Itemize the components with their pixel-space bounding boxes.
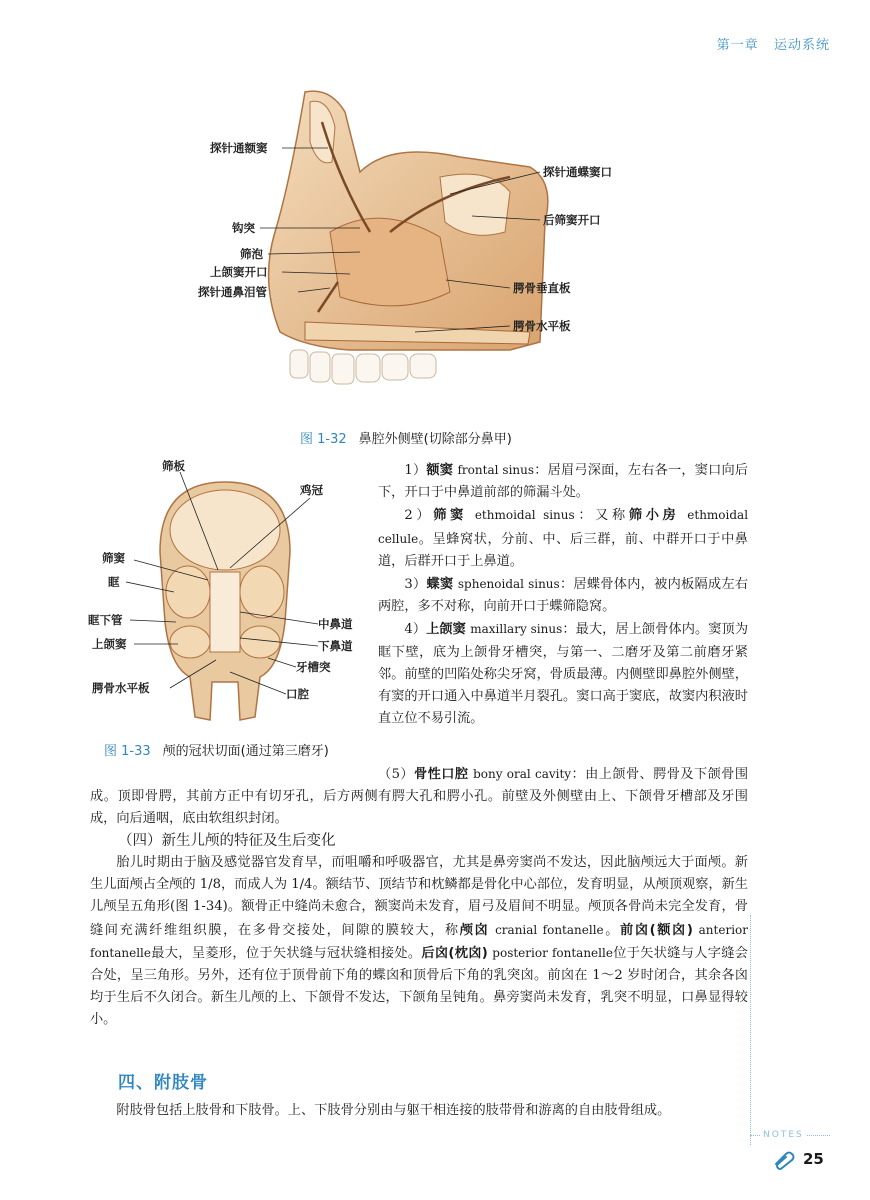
label-ethmoid-sinus: 筛窦 xyxy=(102,551,125,565)
right-maxillary xyxy=(240,626,280,658)
chapter-number: 第一章 xyxy=(716,38,759,53)
label-sphenoid-opening: 探针通蝶窦口 xyxy=(543,165,612,179)
chapter-title: 运动系统 xyxy=(773,38,830,53)
label-cribriform: 筛板 xyxy=(162,459,185,473)
figure-caption-text: 颅的冠状切面(通过第三磨牙) xyxy=(162,744,329,759)
figure-number: 图 1-32 xyxy=(300,432,347,447)
page-number: 25 xyxy=(803,1150,824,1168)
section-heading-appendicular: 四、附肢骨 xyxy=(118,1073,208,1093)
figure-1-33-caption xyxy=(104,740,329,759)
label-orbit: 眶 xyxy=(108,575,120,589)
notes-label: NOTES xyxy=(760,1130,807,1140)
label-infraorbital: 眶下管 xyxy=(88,613,123,627)
label-palatine-plate: 腭骨水平板 xyxy=(92,681,150,695)
newborn-skull-paragraph: 胎儿时期由于脑及感觉器官发育早，而咀嚼和呼吸器官，尤其是鼻旁窦尚不发达，因此脑颅远大于面颅。新生儿面颅占全颅的 1/8，而成人为 1/4。额结节、顶结节和枕鳞都是骨化中心部位，发育明显，从颅顶观察，新生儿颅呈五角形(图 1-34)。额骨正中缝尚未愈合，额窦尚未发育，眉弓及眉间不明显。颅顶各骨尚未完全发育，骨缝间充满纤维组织膜，在多骨交接处，间隙的膜较大，称颅囟 cranial fontanelle。前囟(额囟) anterior fontanelle最大，呈菱形，位于矢状缝与冠状缝相接处。后囟(枕囟) posterior fontanelle位于矢状缝与人字缝会合处，呈三角形。另外，还有位于顶骨前下角的蝶囟和顶骨后下角的乳突囟。前囟在 1～2 岁时闭合，其余各囟均于生后不久闭合。新生儿颅的上、下颌骨不发达，下颌角呈钝角。鼻旁窦尚未发育，乳突不明显，口鼻显得较小。 xyxy=(90,855,748,1028)
appendicular-paragraph: 附肢骨包括上肢骨和下肢骨。上、下肢骨分别由与躯干相连接的肢带骨和游离的自由肢骨组成。 xyxy=(116,1103,671,1118)
label-post-ethmoid-opening: 后筛窦开口 xyxy=(543,213,601,227)
paragraph-sphenoid-sinus: 3）蝶窦 sphenoidal sinus：居蝶骨体内，被内板隔成左右两腔，多不对称，向前开口于蝶筛隐窝。 xyxy=(378,577,749,615)
figure-number: 图 1-33 xyxy=(104,744,151,759)
sphenoid-sinus-shape xyxy=(440,174,510,235)
left-maxillary xyxy=(170,626,210,658)
label-alveolar: 牙槽突 xyxy=(296,660,331,674)
paragraph-maxillary-sinus: 4）上颌窦 maxillary sinus：最大，居上颌骨体内。窦顶为眶下壁，底为上颌骨牙槽突，与第一、二磨牙及第二前磨牙紧邻。前壁的凹陷处称尖牙窝，骨质最薄。内侧壁即鼻腔外侧壁，有窦的开口通入中鼻道半月裂孔。窦口高于窦底，故窦内积液时直立位不易引流。 xyxy=(378,622,749,727)
label-maxillary-opening: 上颌窦开口 xyxy=(210,265,268,279)
label-nasolacrimal-probe: 探针通鼻泪管 xyxy=(198,285,267,299)
figure-caption-text: 鼻腔外侧壁(切除部分鼻甲) xyxy=(358,432,512,447)
label-inferior-meatus: 下鼻道 xyxy=(318,639,353,653)
label-oral-cavity: 口腔 xyxy=(286,687,309,701)
running-header xyxy=(717,34,830,53)
paperclip-icon xyxy=(772,1150,796,1170)
label-frontal-probe: 探针通额窦 xyxy=(210,141,268,155)
paragraph-frontal-sinus: 1）额窦 frontal sinus：居眉弓深面，左右各一，窦口向后下，开口于中鼻道前部的筛漏斗处。 xyxy=(378,463,749,501)
label-middle-meatus: 中鼻道 xyxy=(318,617,353,631)
nasal-wall-illustration xyxy=(198,82,630,420)
figure-1-32-caption xyxy=(300,428,512,447)
sub-heading-newborn-skull: （四）新生儿颅的特征及生后变化 xyxy=(118,833,336,849)
label-crista: 鸡冠 xyxy=(300,483,323,497)
cranial-cavity xyxy=(170,490,280,570)
oral-cavity-paragraph: （5）骨性口腔 bony oral cavity：由上颌骨、腭骨及下颌骨围成。顶即骨腭，其前方正中有切牙孔，后方两侧有腭大孔和腭小孔。前壁及外侧壁由上、下颌骨牙槽部及牙围成，向后通咽，底由软组织封闭。 xyxy=(90,767,749,827)
label-palatine-vertical: 腭骨垂直板 xyxy=(513,281,571,295)
label-palatine-horizontal: 腭骨水平板 xyxy=(513,319,571,333)
nasal-cavity xyxy=(210,572,240,652)
label-bulla: 筛泡 xyxy=(240,247,263,261)
right-orbit xyxy=(240,566,284,618)
sinus-paragraphs xyxy=(378,459,748,730)
skull-coronal-illustration xyxy=(88,459,360,734)
label-uncinate: 钩突 xyxy=(232,221,255,235)
upper-teeth xyxy=(290,350,436,384)
label-maxillary-sinus: 上颌窦 xyxy=(92,637,127,651)
paragraph-ethmoid-sinus: 2）筛窦 ethmoidal sinus：又称筛小房 ethmoidal cellule。呈蜂窝状，分前、中、后三群，前、中群开口于中鼻道，后群开口于上鼻道。 xyxy=(378,508,749,569)
notes-margin-line xyxy=(750,915,751,1145)
